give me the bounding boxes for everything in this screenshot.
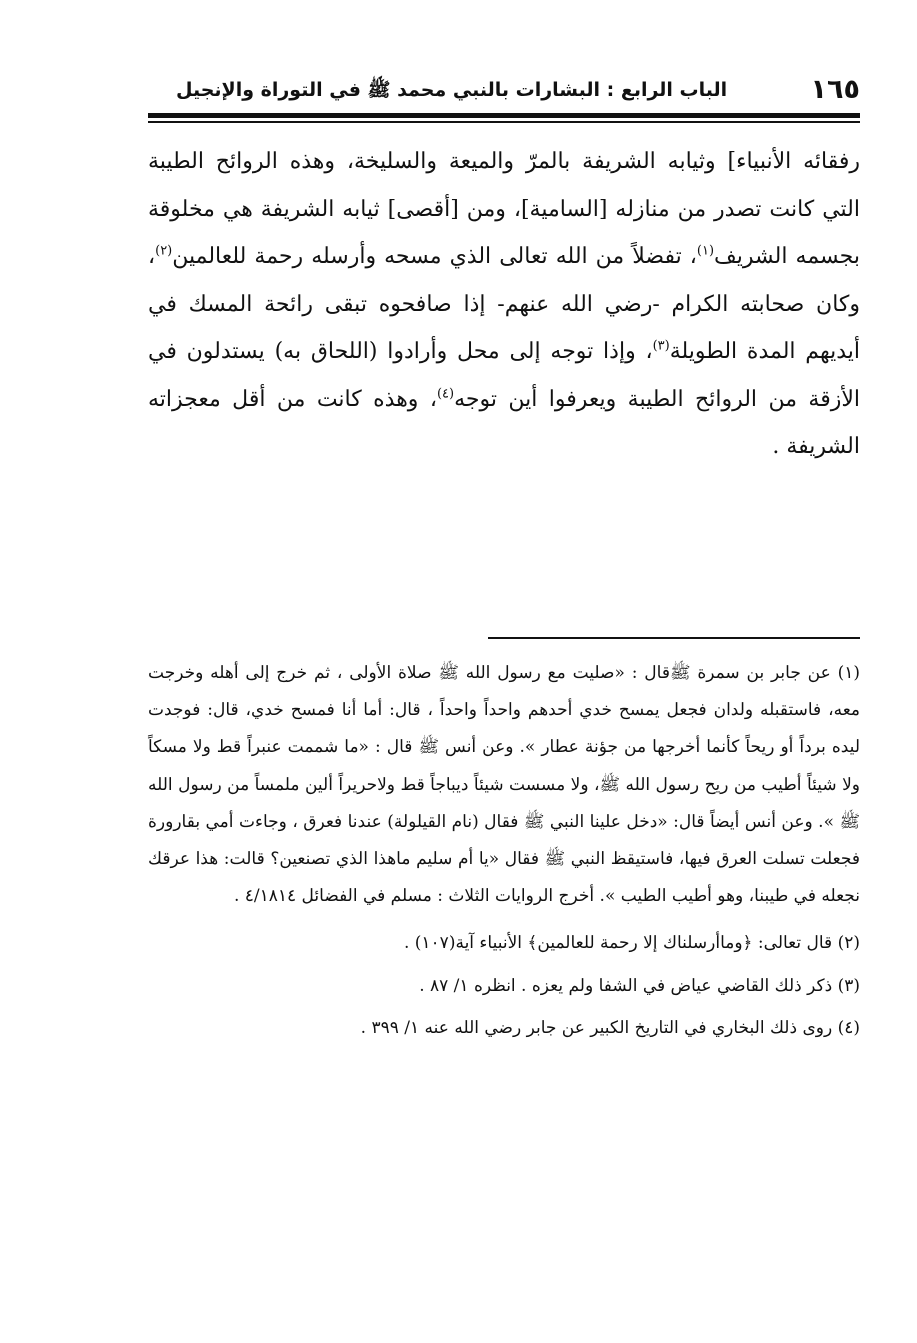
footnote-3: (٣) ذكر ذلك القاضي عياض في الشفا ولم يعزه . انظره ١/ ٨٧ . <box>419 975 860 996</box>
footnote-4: (٤) روى ذلك البخاري في التاريخ الكبير عن جابر رضي الله عنه ١/ ٣٩٩ . <box>360 1017 860 1038</box>
running-header <box>148 68 860 114</box>
body-segment-2: ، تفضلاً من الله تعالى الذي مسحه وأرسله رحمة للعالمين <box>172 244 697 269</box>
footnote-separator <box>488 637 860 639</box>
header-rule-thin <box>148 121 860 123</box>
body-segment-5: ، وهذه كانت من أقل معجزاته الشريفة . <box>148 386 860 459</box>
footnote-1: (١) عن جابر بن سمرة ﷺقال : «صليت مع رسول الله ﷺ صلاة الأولى ، ثم خرج إلى أهله وخرجت معه، فاستقبله ولدان فجعل يمسح خدي أحدهم واحداً واحداً ، قال: أما أنا فمسح خدي، قال: فوجدت ليده برداً أو ريحاً كأنما أخرجها من جؤنة عطار ». وعن أنس ﷺ قال : «ما شممت عنبراً قط ولا مسكاً ولا شيئاً أطيب من ريح رسول الله ﷺ، ولا مسست شيئاً ديباجاً قط ولاحريراً ألين ملمساً من رسول الله ﷺ ». وعن أنس أيضاً قال: «دخل علينا النبي ﷺ فقال (نام القيلولة) عندنا فعرق ، وجاءت أمي بقارورة فجعلت تسلت العرق فيها، فاستيقظ النبي ﷺ فقال «يا أم سليم ماهذا الذي تصنعين؟ قالت: هذا عرقك نجعله في طيبنا، وهو أطيب الطيب ». أخرج الروايات الثلاث : مسلم في الفضائل ٤/١٨١٤ . <box>148 663 860 907</box>
body-segment-4: ، وإذا توجه إلى محل وأرادوا (اللحاق به) يستدلون في الأزقة من الروائح الطيبة ويعرفوا أين توجه <box>148 339 860 412</box>
footnotes <box>148 655 860 1052</box>
body-segment-1: رفقائه الأنبياء] وثيابه الشريفة بالمرّ والميعة والسليخة، وهذه الروائح الطيبة التي كانت تصدر من منازله [السامية]، ومن [أقصى] ثيابه الشريفة هي مخلوقة بجسمه الشريف <box>148 149 861 269</box>
footnote-ref-4: (٤) <box>436 386 455 402</box>
main-paragraph <box>148 138 860 471</box>
footnote-ref-1: (١) <box>696 243 715 259</box>
footnote-2: (٢) قال تعالى: ﴿وماأرسلناك إلا رحمة للعالمين﴾ الأنبياء آية(١٠٧) . <box>403 933 860 954</box>
footnote-ref-2: (٢) <box>155 243 173 259</box>
main-text <box>148 138 860 471</box>
page-number: ١٦٥ <box>810 74 860 105</box>
footnote-ref-3: (٣) <box>652 338 670 354</box>
chapter-title: الباب الرابع : البشارات بالنبي محمد ﷺ في التوراة والإنجيل <box>176 79 728 101</box>
header-rule-thick <box>148 113 860 118</box>
body-segment-3: ، وكان صحابته الكرام -رضي الله عنهم- إذا صافحوه تبقى رائحة المسك في أيديهم المدة الطويلة <box>148 244 860 364</box>
